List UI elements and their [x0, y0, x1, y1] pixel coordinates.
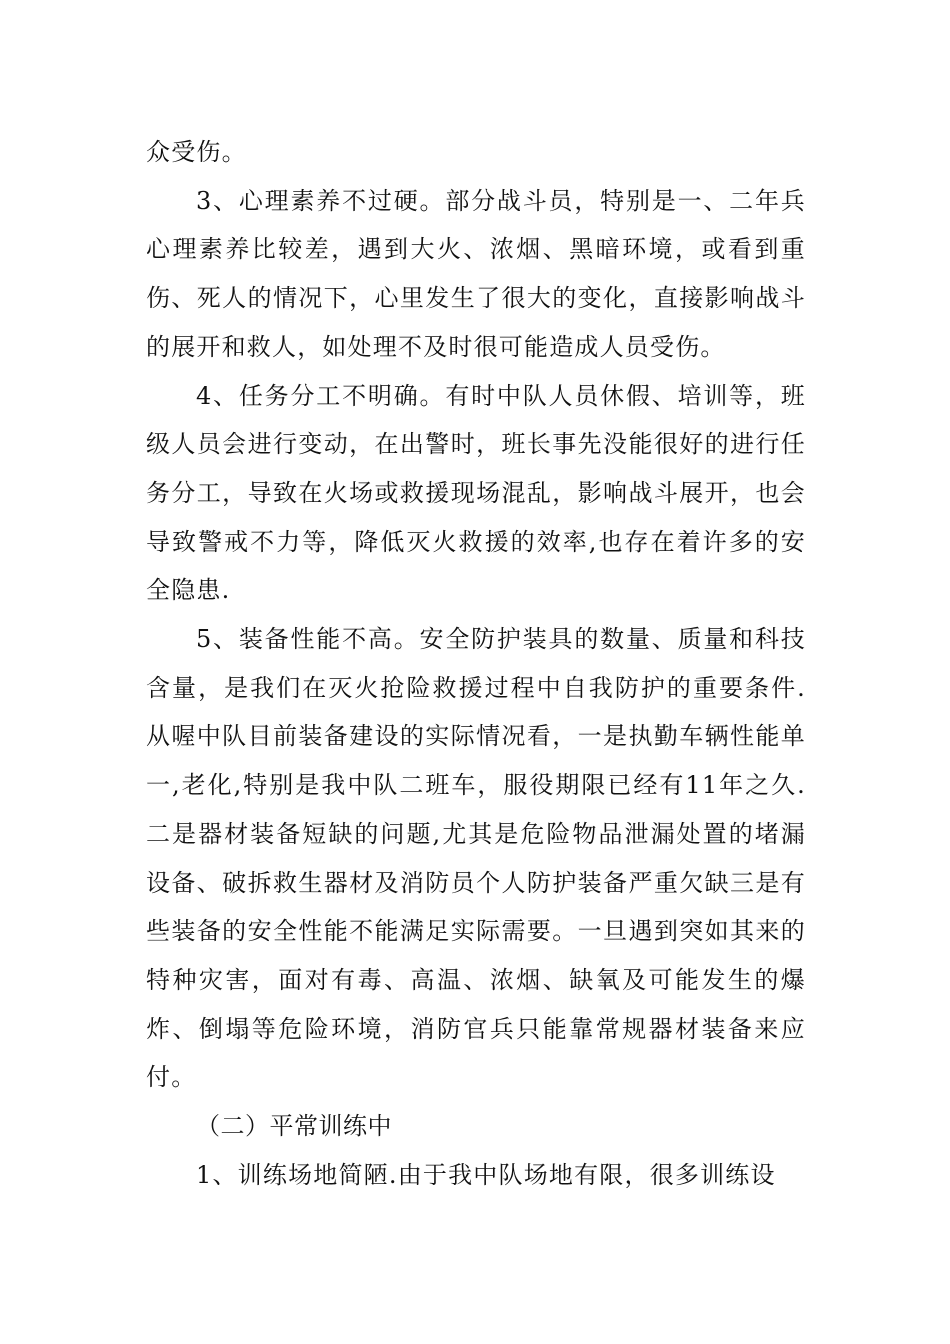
paragraph-item-1: 1、训练场地简陋.由于我中队场地有限，很多训练设 — [196, 1160, 776, 1189]
paragraph-continuation: 众受伤。 — [146, 138, 247, 166]
paragraph-item-3: 3、心理素养不过硬。部分战斗员，特别是一、二年兵心理素养比较差，遇到大火、浓烟、黑暗环境，或看到重伤、死人的情况下，心里发生了很大的变化，直接影响战斗的展开和救人，如处理不及时很可能造成人员受伤。 — [146, 186, 806, 361]
document-body — [146, 128, 806, 1199]
section-heading: （二）平常训练中 — [196, 1112, 392, 1141]
paragraph-item-4: 4、任务分工不明确。有时中队人员休假、培训等，班级人员会进行变动，在出警时，班长事先没能很好的进行任务分工，导致在火场或救援现场混乱，影响战斗展开，也会导致警戒不力等，降低灭火救援的效率,也存在着许多的安全隐患. — [146, 381, 806, 605]
paragraph-item-5: 5、装备性能不高。安全防护装具的数量、质量和科技含量，是我们在灭火抢险救援过程中自我防护的重要条件.从喔中队目前装备建设的实际情况看，一是执勤车辆性能单一,老化,特别是我中队二班车，服役期限已经有11年之久.二是器材装备短缺的问题,尤其是危险物品泄漏处置的堵漏设备、破拆救生器材及消防员个人防护装备严重欠缺三是有些装备的安全性能不能满足实际需要。一旦遇到突如其来的特种灾害，面对有毒、高温、浓烟、缺氧及可能发生的爆炸、倒塌等危险环境，消防官兵只能靠常规器材装备来应付。 — [146, 625, 806, 1092]
